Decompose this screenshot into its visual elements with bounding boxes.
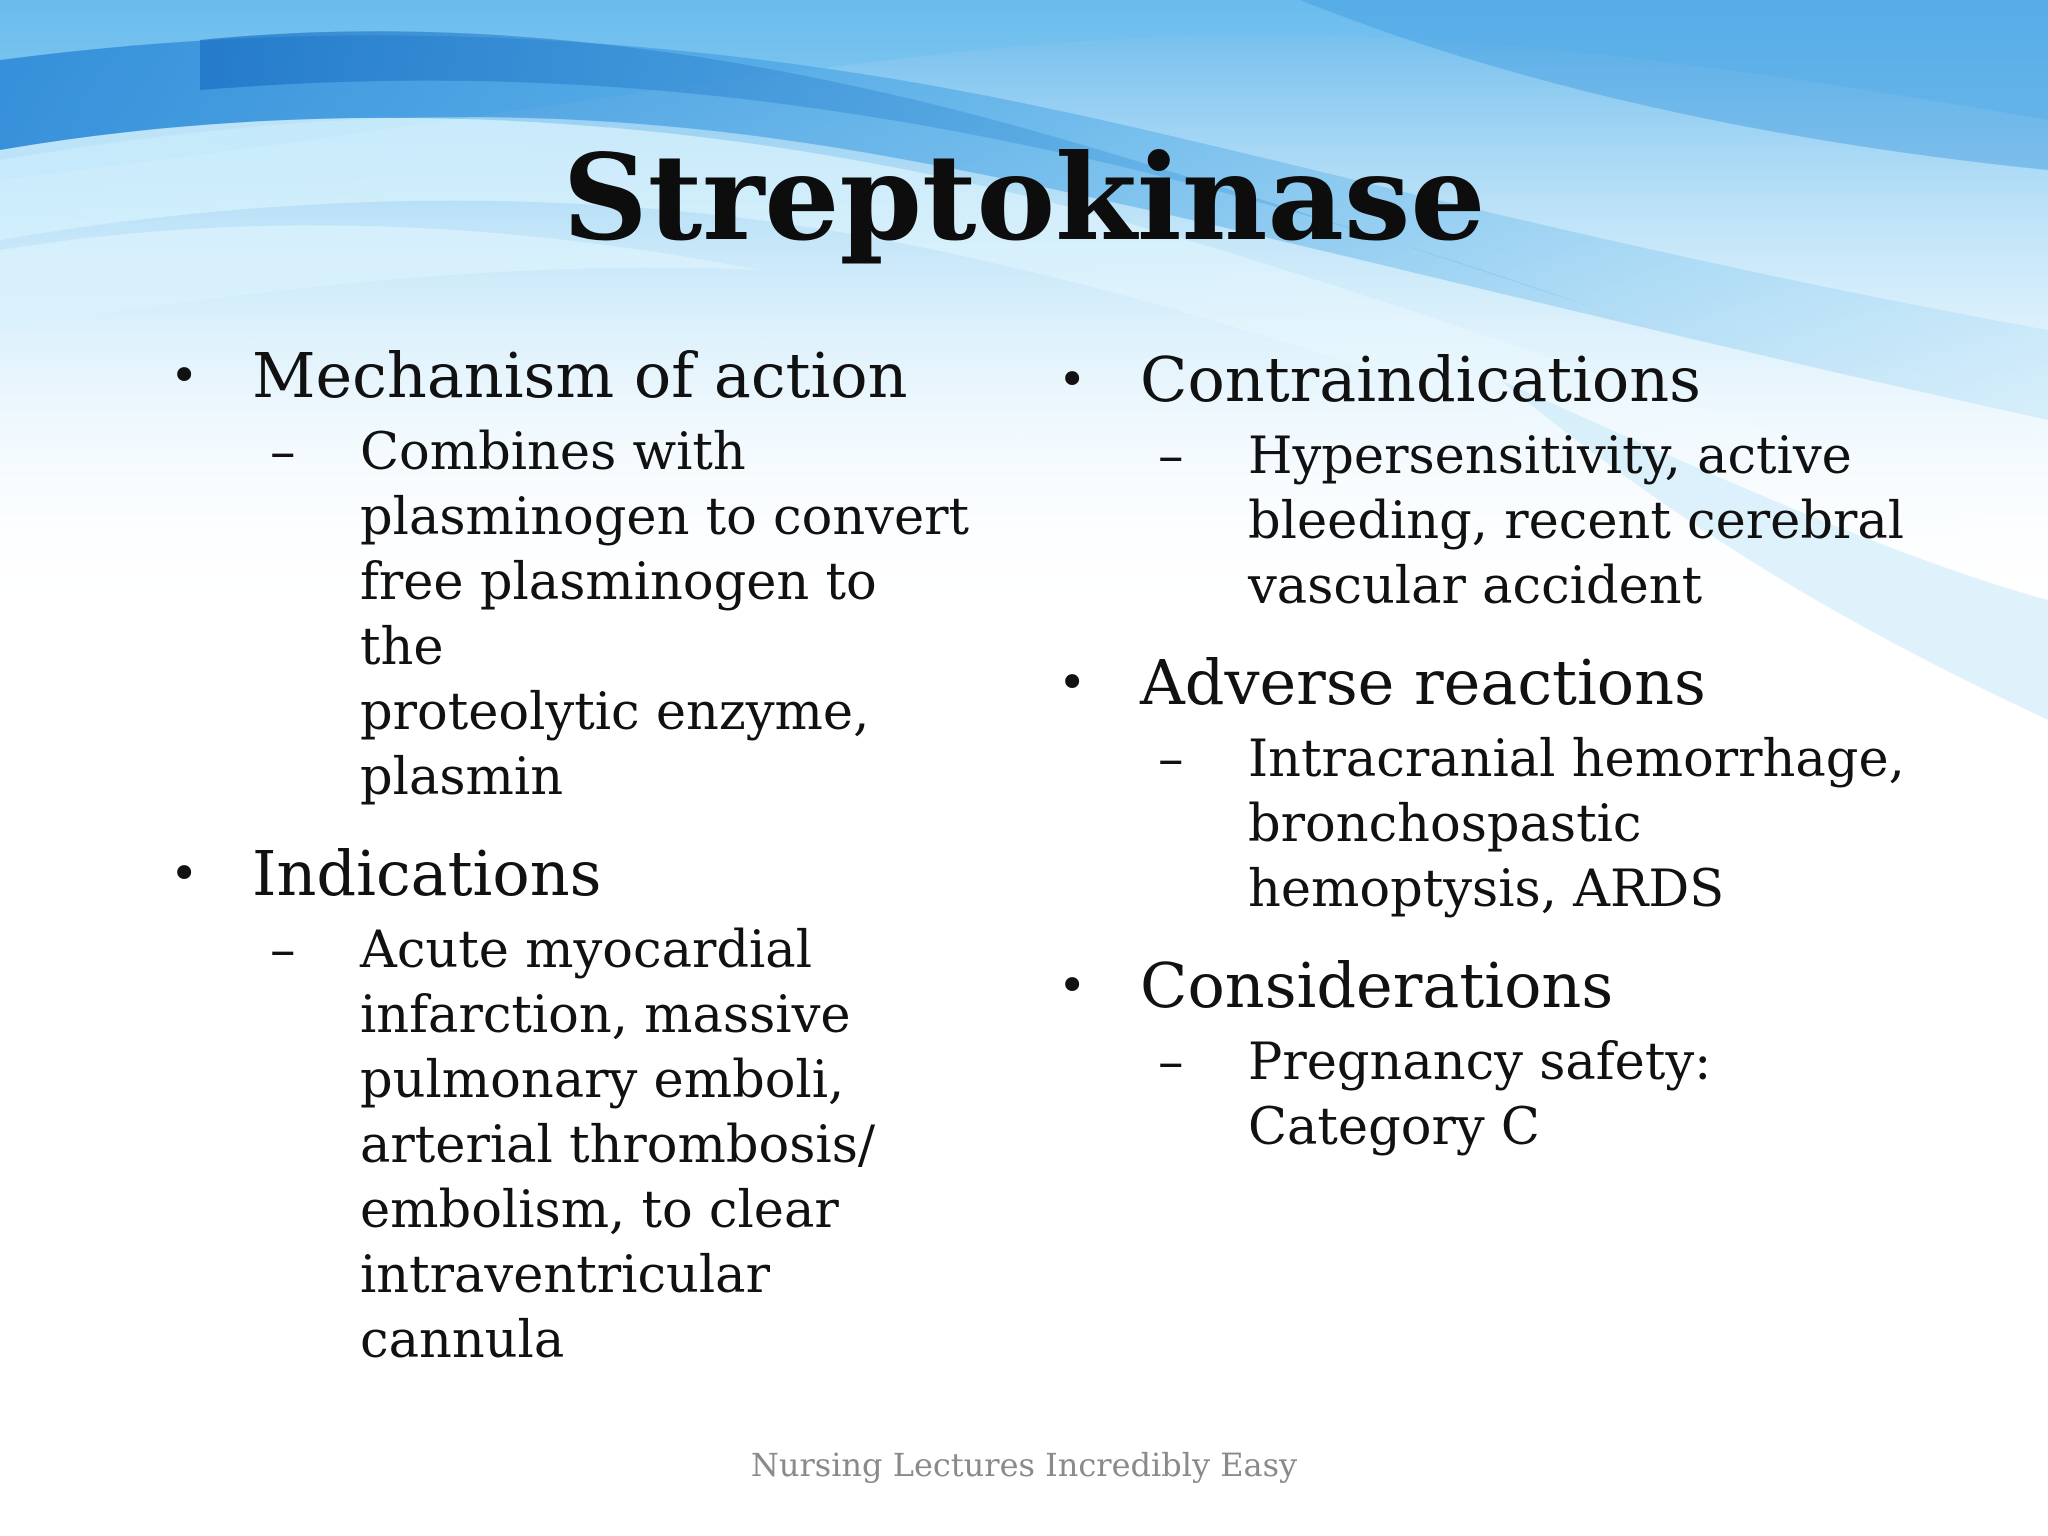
line: hemoptysis, ARDS — [1248, 860, 1725, 919]
heading-text: Mechanism of action — [252, 339, 908, 412]
line: Combines with — [360, 423, 746, 482]
dash-icon: – — [1158, 1033, 1184, 1092]
bullet-heading — [170, 836, 970, 912]
line: infarction, massive — [360, 986, 851, 1045]
left-column — [170, 338, 970, 1373]
slide-title: Streptokinase — [562, 128, 1486, 267]
line: Hypersensitivity, active — [1248, 427, 1852, 486]
sub-bullet — [1158, 727, 1918, 922]
bullet-group-adverse-reactions — [1058, 645, 1918, 922]
bullet-heading — [1058, 948, 1918, 1024]
sub-bullet-text — [360, 918, 970, 1373]
slide-footer: Nursing Lectures Incredibly Easy — [750, 1446, 1298, 1484]
sub-bullet-text — [1248, 424, 1918, 619]
line: pulmonary emboli, — [360, 1051, 845, 1110]
bullet-heading — [170, 338, 970, 414]
bullet-group-considerations — [1058, 948, 1918, 1160]
line: Pregnancy safety: — [1248, 1033, 1712, 1092]
line: free plasminogen to the — [360, 553, 877, 677]
line: Intracranial hemorrhage, — [1248, 730, 1905, 789]
sub-bullet — [270, 420, 970, 810]
line: bleeding, recent cerebral — [1248, 492, 1905, 551]
sub-bullet — [1158, 424, 1918, 619]
line: vascular accident — [1248, 557, 1703, 616]
heading-text: Considerations — [1140, 949, 1614, 1022]
sub-bullet-text — [1248, 1030, 1918, 1160]
bullet-icon: • — [1058, 958, 1087, 1014]
dash-icon: – — [270, 423, 296, 482]
line: proteolytic enzyme, — [360, 683, 870, 742]
dash-icon: – — [270, 921, 296, 980]
sub-bullet-text — [360, 420, 970, 810]
right-column — [1058, 342, 1918, 1160]
dash-icon: – — [1158, 730, 1184, 789]
sub-bullet-text — [1248, 727, 1918, 922]
line: bronchospastic — [1248, 795, 1642, 854]
bullet-icon: • — [170, 348, 199, 404]
line: intraventricular cannula — [360, 1246, 770, 1370]
line: Acute myocardial — [360, 921, 813, 980]
bullet-group-indications — [170, 836, 970, 1373]
bullet-group-contraindications — [1058, 342, 1918, 619]
bullet-icon: • — [1058, 352, 1087, 408]
bullet-heading — [1058, 645, 1918, 721]
sub-bullet — [270, 918, 970, 1373]
sub-bullet — [1158, 1030, 1918, 1160]
heading-text: Contraindications — [1140, 343, 1701, 416]
heading-text: Indications — [252, 837, 602, 910]
dash-icon: – — [1158, 427, 1184, 486]
bullet-icon: • — [1058, 655, 1087, 711]
line: arterial thrombosis/ — [360, 1116, 876, 1175]
line: Category C — [1248, 1098, 1540, 1157]
bullet-heading — [1058, 342, 1918, 418]
line: embolism, to clear — [360, 1181, 839, 1240]
line: plasminogen to convert — [360, 488, 970, 547]
bullet-group-mechanism — [170, 338, 970, 810]
line: plasmin — [360, 748, 564, 807]
bullet-icon: • — [170, 846, 199, 902]
heading-text: Adverse reactions — [1140, 646, 1706, 719]
